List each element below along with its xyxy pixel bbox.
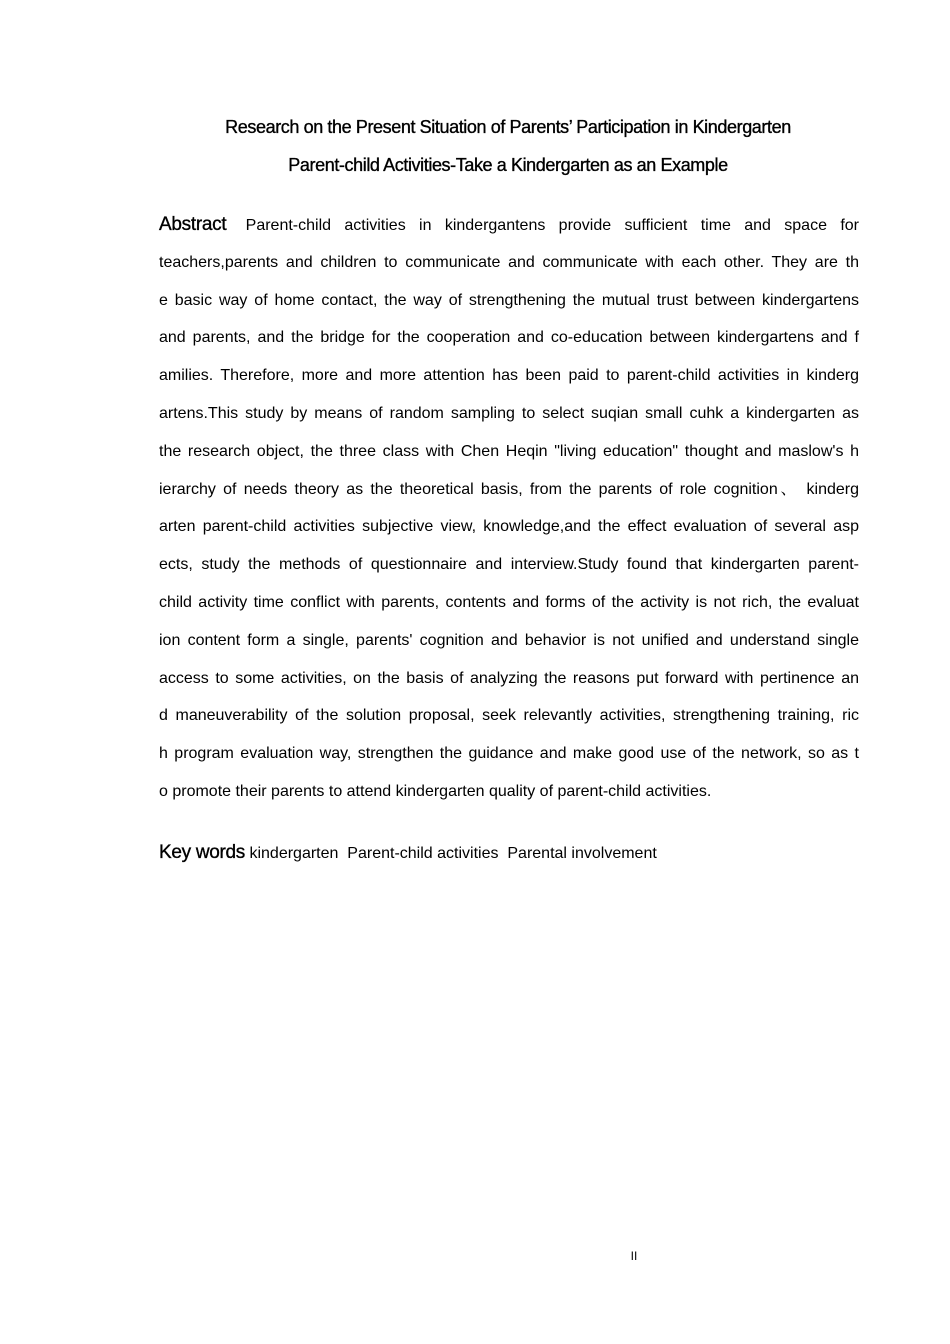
abstract-line: d maneuverability of the solution proposal, seek relevantly activities, strengthening training, ric (159, 707, 859, 725)
abstract-line: and parents, and the bridge for the cooperation and co-education between kindergartens and f (159, 329, 859, 347)
abstract-line: the research object, the three class with Chen Heqin "living education" thought and maslow's h (159, 442, 859, 460)
abstract-section (159, 206, 859, 811)
abstract-line: teachers,parents and children to communicate and communicate with each other. They are th (159, 253, 859, 271)
keywords-section (159, 834, 859, 873)
abstract-line: ierarchy of needs theory as the theoretical basis, from the parents of role cognition、 kinderg (159, 480, 859, 498)
abstract-label: Abstract (159, 214, 227, 235)
abstract-line: arten parent-child activities subjective view, knowledge,and the effect evaluation of several asp (159, 518, 859, 536)
abstract-line: o promote their parents to attend kindergarten quality of parent-child activities. (159, 782, 712, 800)
abstract-line: e basic way of home contact, the way of strengthening the mutual trust between kindergartens (159, 291, 859, 309)
abstract-text-line: Parent-child activities in kindergantens provide sufficient time and space for (245, 217, 859, 234)
abstract-line (159, 206, 859, 244)
keywords-label: Key words (159, 842, 246, 863)
title-line-2: Parent-child Activities-Take a Kindergarten as an Example (288, 155, 728, 175)
keywords-text: kindergarten Parent-child activities Parental involvement (249, 845, 657, 862)
abstract-line: ects, study the methods of questionnaire and interview.Study found that kindergarten parent- (159, 556, 859, 574)
abstract-line: child activity time conflict with parents, contents and forms of the activity is not rich, the evaluat (159, 593, 859, 611)
abstract-line: h program evaluation way, strengthen the guidance and make good use of the network, so as t (159, 745, 859, 763)
title-line-1: Research on the Present Situation of Parents’ Participation in Kindergarten (225, 117, 791, 137)
abstract-line: amilies. Therefore, more and more attention has been paid to parent-child activities in kinderg (159, 367, 859, 385)
abstract-line: access to some activities, on the basis of analyzing the reasons put forward with pertinence an (159, 669, 859, 687)
abstract-line: artens.This study by means of random sampling to select suqian small cuhk a kindergarten as (159, 404, 859, 422)
page-number: II (630, 1249, 638, 1263)
abstract-line: ion content form a single, parents' cognition and behavior is not unified and understand single (159, 631, 859, 649)
paper-title (120, 108, 896, 184)
